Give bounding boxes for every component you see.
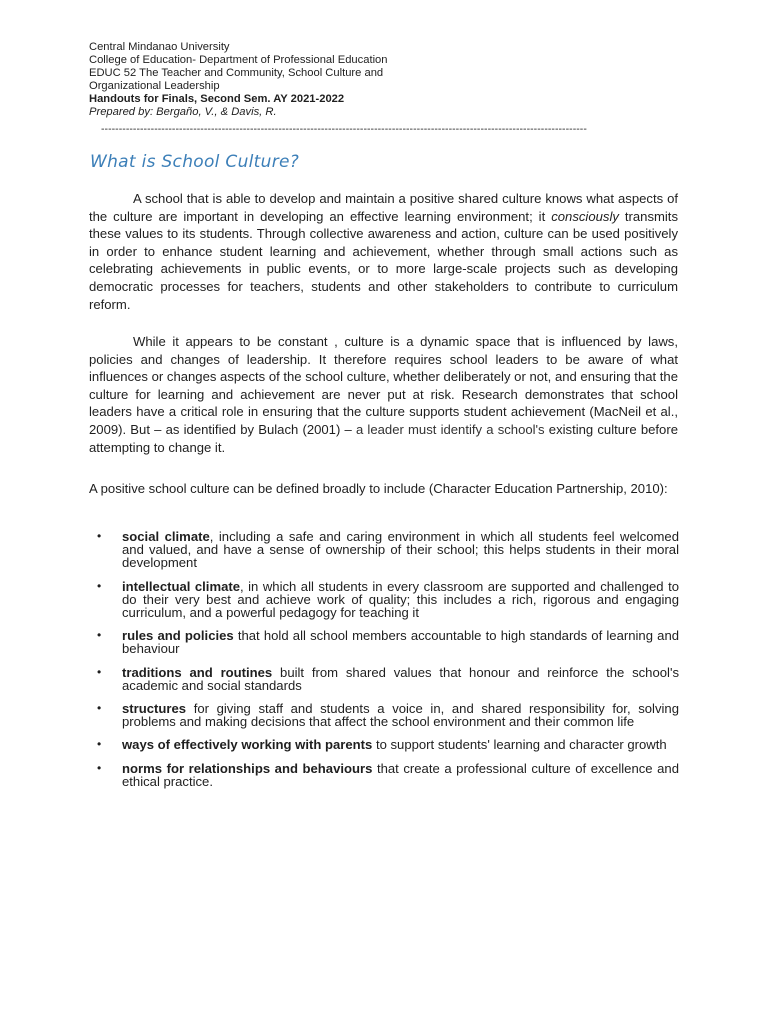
paragraph-2-text-a: While it appears to be constant , culture is a dynamic space that is influenced by laws, policies and changes of leadership. It therefore requires school leaders to be aware of what influences or changes aspects of the school culture, whether deliberately or not, and ensuring that the culture for learning and achievement are never put at risk. Research demonstrates that school leaders have a critical role in ensuring that the culture supports student achievement (MacNeil et al., 2009). But – as identified by Bulach (2001) –: [89, 334, 678, 437]
prepared-by: Prepared by: Bergaño, V., & Davis, R.: [89, 106, 277, 118]
paragraph-1-emphasis: consciously: [551, 208, 619, 224]
list-item-term: ways of effectively working with parents: [122, 737, 373, 753]
paragraph-2-text-b: existing culture before attempting to change it.: [89, 421, 678, 455]
bullet-icon: •: [97, 760, 102, 775]
dashed-divider: -----------------------------------------------------------------------------------------------------------------------------------------: [101, 123, 587, 135]
document-header: [89, 41, 689, 119]
bullet-icon: •: [97, 701, 102, 716]
course-title-line1: EDUC 52 The Teacher and Community, School Culture and: [89, 67, 384, 79]
list-item-term: social climate: [122, 529, 210, 544]
bullet-icon: •: [97, 664, 102, 679]
list-item: [89, 762, 679, 788]
list-item: [89, 666, 679, 692]
university-name: Central Mindanao University: [89, 41, 230, 53]
list-item: [89, 738, 679, 751]
list-item: [89, 629, 679, 655]
list-item-term: norms for relationships and behaviours: [122, 760, 373, 776]
bullet-icon: •: [97, 529, 102, 543]
list-item-text: , in which all students in every classroom are supported and challenged to do their very best and achieve work of quality; this includes a rich, rigorous and engaging curriculum, and a powerful pedagogy for teaching it: [122, 578, 679, 621]
list-item-text: for giving staff and students a voice in, and shared responsibility for, solving problems and making decisions that affect the school environment and their common life: [122, 701, 679, 730]
paragraph-1-text-a: A school that is able to develop and maintain a positive shared culture knows what aspects of the culture are important in developing an effective learning environment; it: [89, 191, 678, 224]
list-item-text: that create a professional culture of excellence and ethical practice.: [122, 760, 679, 789]
list-item-text: , including a safe and caring environment in which all students feel welcomed and valued, and have a sense of ownership of their school; this helps students in their moral development: [122, 529, 679, 571]
bullet-icon: •: [97, 578, 102, 593]
paragraph-1: [89, 190, 678, 313]
list-item-term: traditions and routines: [122, 664, 273, 680]
paragraph-3: A positive school culture can be defined broadly to include (Character Education Partnership, 2010):: [89, 481, 668, 496]
list-item: [89, 530, 679, 570]
paragraph-2-quote: a leader must identify a school's: [355, 421, 545, 437]
handouts-label: Handouts for Finals, Second Sem. AY 2021-2022: [89, 93, 345, 105]
list-item-term: structures: [122, 701, 187, 717]
list-item-term: rules and policies: [122, 628, 234, 644]
paragraph-2: [89, 333, 678, 456]
paragraph-1-text-b: transmits these values to its students. Through collective awareness and action, culture can be used positively in order to enhance student learning and achievement, whether through small actions such as celebrating achievements in public events, or to more large-scale projects such as developing democratic processes for teachers, students and other stakeholders to contribute to curriculum reform.: [89, 208, 678, 312]
bullet-icon: •: [97, 737, 102, 752]
college-name: College of Education- Department of Professional Education: [89, 54, 388, 66]
list-item-text: built from shared values that honour and reinforce the school's academic and social standards: [122, 664, 679, 693]
course-title-line2: Organizational Leadership: [89, 80, 220, 92]
list-item: [89, 580, 679, 620]
list-item-term: intellectual climate: [122, 578, 241, 594]
list-item: [89, 702, 679, 728]
section-title: What is School Culture?: [90, 152, 300, 172]
bullet-icon: •: [97, 628, 102, 643]
culture-elements-list: [89, 530, 679, 798]
list-item-text: that hold all school members accountable to high standards of learning and behaviour: [122, 628, 680, 657]
list-item-text: to support students' learning and character growth: [372, 737, 667, 753]
